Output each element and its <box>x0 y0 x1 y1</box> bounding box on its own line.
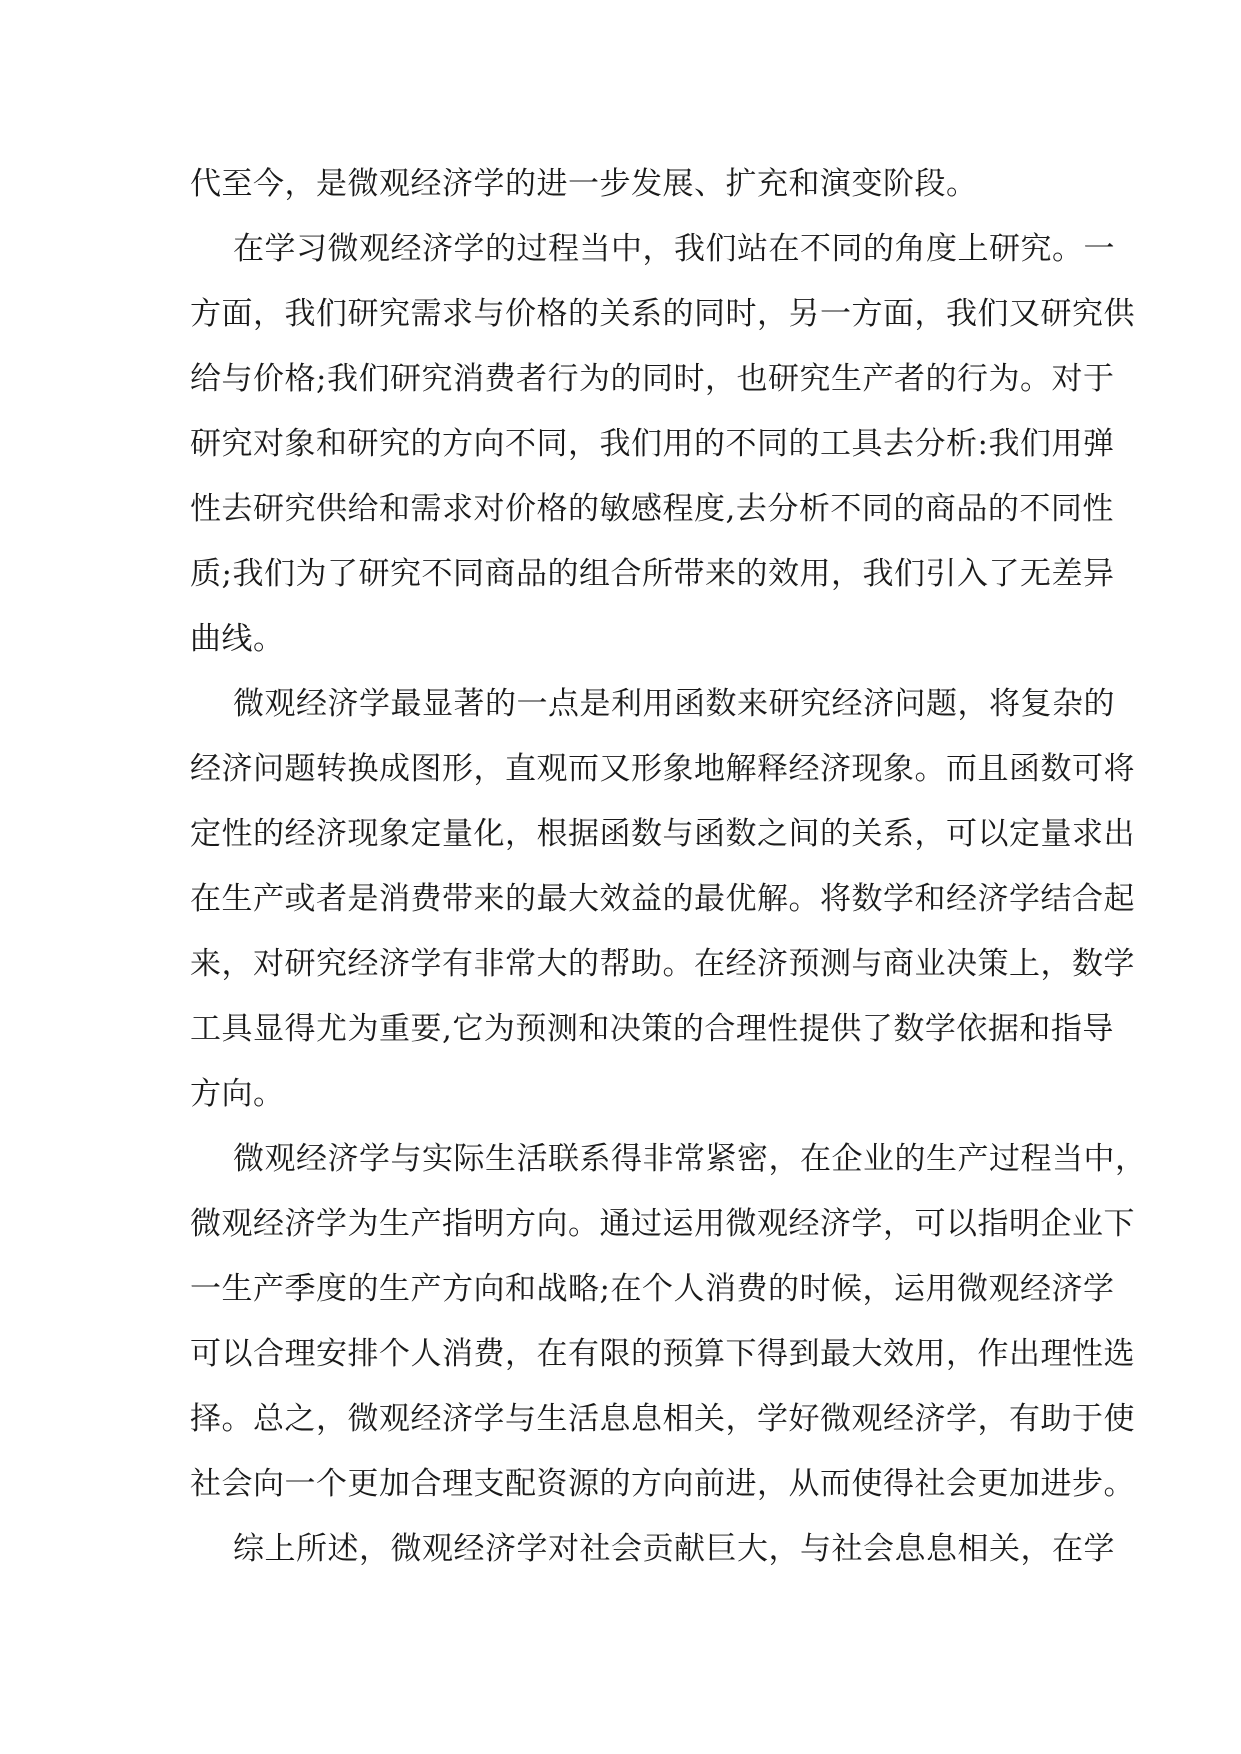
paragraph <box>190 152 1054 217</box>
text-line: 在生产或者是消费带来的最大效益的最优解。将数学和经济学结合起 <box>190 881 1135 917</box>
text-line: 微观经济学最显著的一点是利用函数来研究经济问题，将复杂的 <box>233 686 1115 722</box>
text-line: 代至今，是微观经济学的进一步发展、扩充和演变阶段。 <box>190 166 978 202</box>
paragraph <box>190 672 1135 1127</box>
text-line: 可以合理安排个人消费，在有限的预算下得到最大效用，作出理性选 <box>190 1336 1135 1372</box>
paragraph <box>190 217 1135 672</box>
text-line: 质;我们为了研究不同商品的组合所带来的效用，我们引入了无差异 <box>190 556 1115 592</box>
text-line: 综上所述，微观经济学对社会贡献巨大，与社会息息相关，在学 <box>233 1531 1115 1567</box>
text-line: 性去研究供给和需求对价格的敏感程度,去分析不同的商品的不同性 <box>190 491 1114 527</box>
text-line: 曲线。 <box>190 621 285 657</box>
text-line: 经济问题转换成图形，直观而又形象地解释经济现象。而且函数可将 <box>190 751 1135 787</box>
text-line: 来，对研究经济学有非常大的帮助。在经济预测与商业决策上，数学 <box>190 946 1135 982</box>
text-line: 一生产季度的生产方向和战略;在个人消费的时候，运用微观经济学 <box>190 1271 1115 1307</box>
paragraph <box>190 1127 1147 1517</box>
text-line: 给与价格;我们研究消费者行为的同时，也研究生产者的行为。对于 <box>190 361 1115 397</box>
text-line: 微观经济学为生产指明方向。通过运用微观经济学，可以指明企业下 <box>190 1206 1135 1242</box>
paragraph <box>190 1517 1115 1582</box>
text-line: 工具显得尤为重要,它为预测和决策的合理性提供了数学依据和指导 <box>190 1011 1114 1047</box>
text-line: 社会向一个更加合理支配资源的方向前进，从而使得社会更加进步。 <box>190 1466 1135 1502</box>
text-line: 在学习微观经济学的过程当中，我们站在不同的角度上研究。一 <box>233 231 1115 267</box>
document-body <box>190 152 1147 1582</box>
text-line: 研究对象和研究的方向不同，我们用的不同的工具去分析:我们用弹 <box>190 426 1115 462</box>
text-line: 方面，我们研究需求与价格的关系的同时，另一方面，我们又研究供 <box>190 296 1135 332</box>
text-line: 方向。 <box>190 1076 285 1112</box>
text-line: 定性的经济现象定量化，根据函数与函数之间的关系，可以定量求出 <box>190 816 1135 852</box>
text-line: 择。总之，微观经济学与生活息息相关，学好微观经济学，有助于使 <box>190 1401 1135 1437</box>
text-line: 微观经济学与实际生活联系得非常紧密，在企业的生产过程当中， <box>233 1141 1147 1177</box>
